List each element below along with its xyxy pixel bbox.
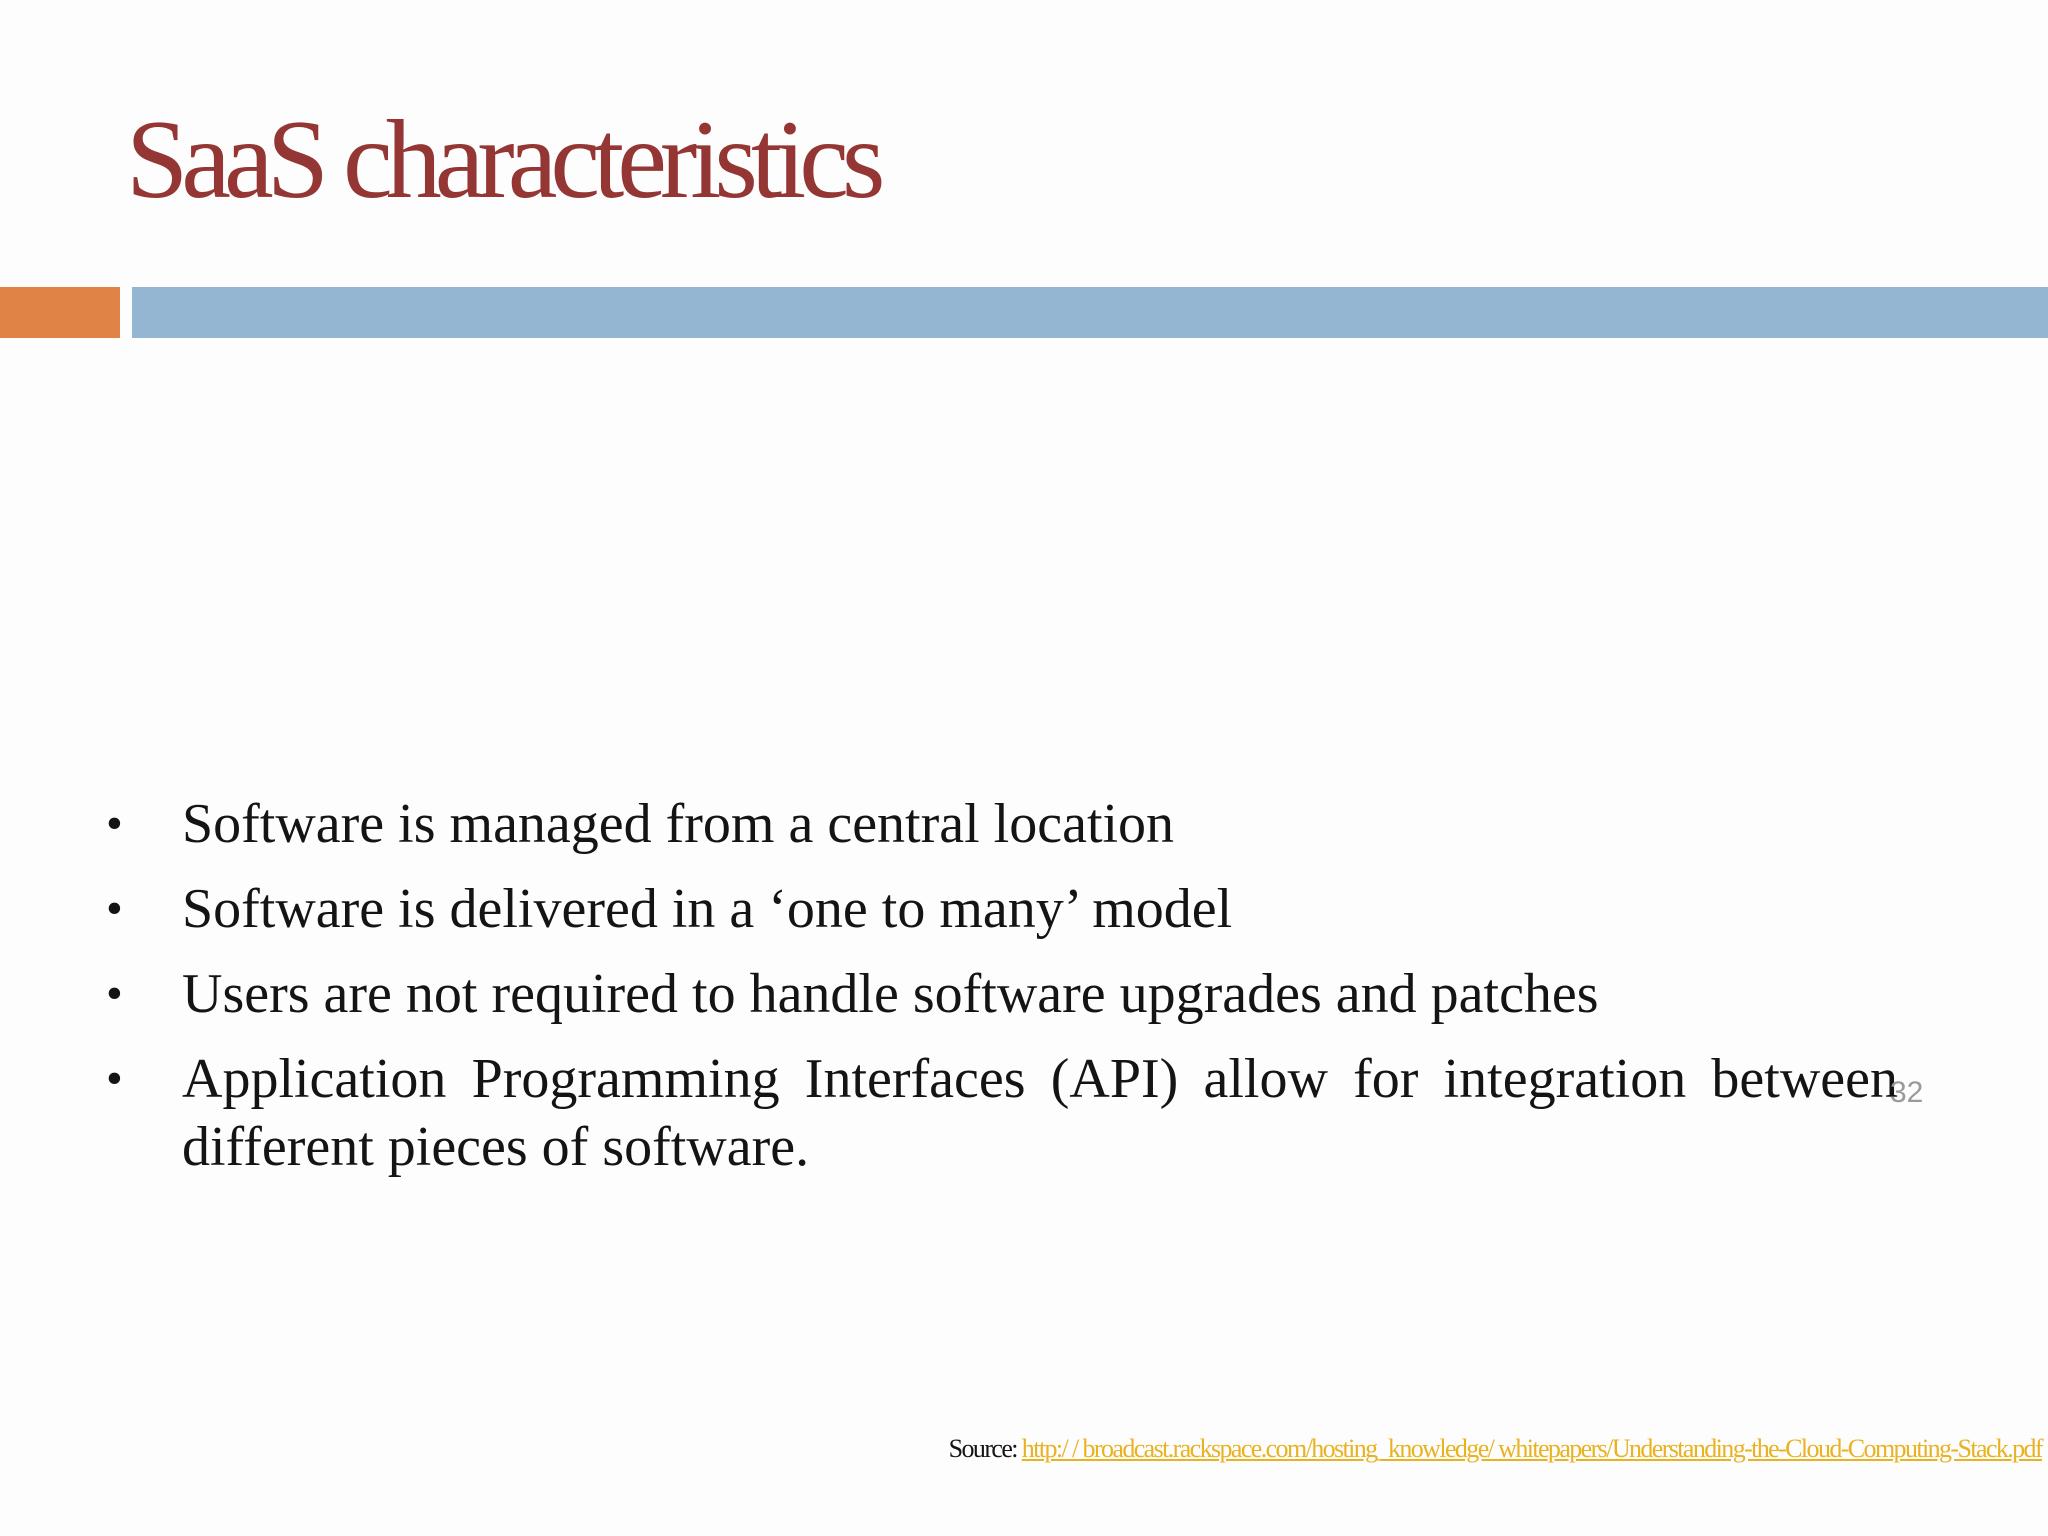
slide-title: SaaS characteristics — [126, 98, 879, 222]
source-citation — [949, 1436, 2042, 1462]
accent-bar-orange — [0, 287, 120, 338]
page-number: 32 — [1890, 1076, 1924, 1109]
bullet-text: Users are not required to handle software upgrades and patches — [182, 963, 1599, 1025]
accent-bar-blue — [132, 287, 2048, 338]
source-label: Source: — [948, 1434, 1017, 1463]
bullet-dot: • — [106, 967, 123, 1020]
bullet-dot: • — [106, 882, 123, 935]
source-link[interactable]: http:/ / broadcast.rackspace.com/hosting_knowledge/ whitepapers/Understanding-the-Cloud-Computing-Stack.pdf — [1021, 1434, 2042, 1463]
bullet-text: Application Programming Interfaces (API) allow for integration between different pieces of software. — [182, 1048, 1898, 1178]
bullet-item — [0, 960, 2048, 1028]
bullet-item — [0, 1045, 2048, 1181]
bullet-item — [0, 875, 2048, 943]
bullet-text: Software is managed from a central location — [182, 793, 1175, 855]
bullet-list — [0, 790, 2048, 1198]
bullet-dot: • — [106, 1052, 123, 1105]
bullet-text: Software is delivered in a ‘one to many’ model — [182, 878, 1233, 940]
bullet-dot: • — [106, 797, 123, 850]
bullet-item — [0, 790, 2048, 858]
